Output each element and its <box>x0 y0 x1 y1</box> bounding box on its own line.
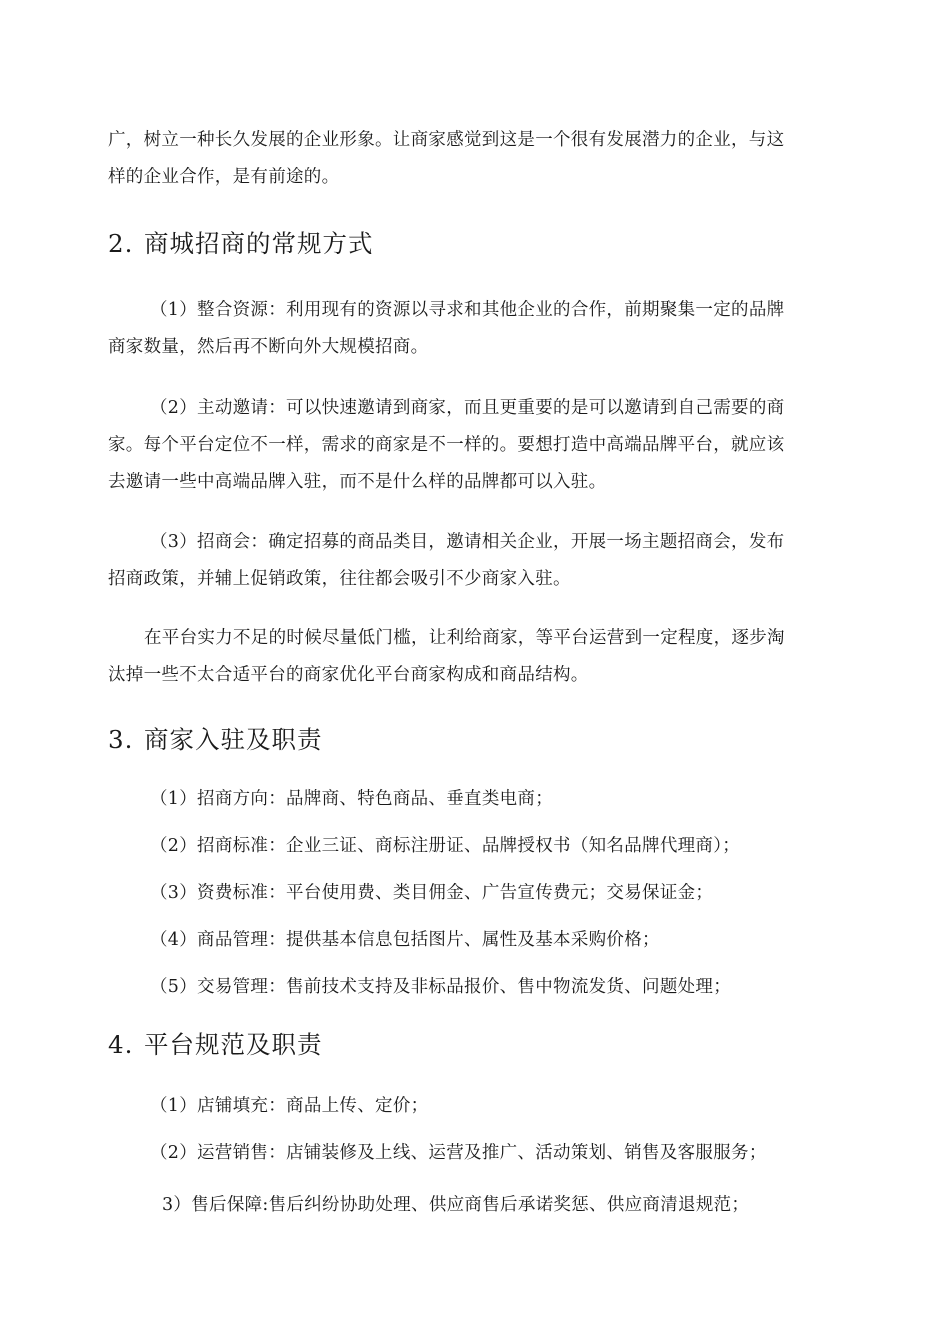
paragraph-active-invite <box>108 390 784 501</box>
text-line: （3）招商会：确定招募的商品类目，邀请相关企业，开展一场主题招商会，发布 <box>150 532 785 552</box>
section-title: 商家入驻及职责 <box>144 725 323 754</box>
section-title: 平台规范及职责 <box>144 1030 323 1059</box>
list-item: （1）店铺填充：商品上传、定价； <box>150 1096 429 1116</box>
section-heading-4 <box>108 1030 323 1060</box>
list-item: （5）交易管理：售前技术支持及非标品报价、售中物流发货、问题处理； <box>150 977 732 997</box>
text-line: 家。每个平台定位不一样，需求的商家是不一样的。要想打造中高端品牌平台，就应该 <box>108 435 785 455</box>
section-number: 2. <box>108 229 134 258</box>
paragraph-low-threshold <box>108 620 785 694</box>
text-line: 招商政策，并辅上促销政策，往往都会吸引不少商家入驻。 <box>108 569 571 589</box>
text-line: 广，树立一种长久发展的企业形象。让商家感觉到这是一个很有发展潜力的企业，与这 <box>108 130 785 150</box>
text-line: 样的企业合作，是有前途的。 <box>108 167 340 187</box>
text-line: 汰掉一些不太合适平台的商家优化平台商家构成和商品结构。 <box>108 665 589 685</box>
list-item: （4）商品管理：提供基本信息包括图片、属性及基本采购价格； <box>150 930 660 950</box>
list-item: 3）售后保障:售后纠纷协助处理、供应商售后承诺奖惩、供应商清退规范； <box>162 1195 750 1215</box>
paragraph-integrate-resources <box>108 292 784 366</box>
list-item: （2）运营销售：店铺装修及上线、运营及推广、活动策划、销售及客服服务； <box>150 1143 767 1163</box>
text-line: （2）主动邀请：可以快速邀请到商家，而且更重要的是可以邀请到自己需要的商 <box>150 398 785 418</box>
section-heading-3 <box>108 725 323 755</box>
text-line: （1）整合资源：利用现有的资源以寻求和其他企业的合作，前期聚集一定的品牌 <box>150 300 785 320</box>
text-line: 去邀请一些中高端品牌入驻，而不是什么样的品牌都可以入驻。 <box>108 472 607 492</box>
section-number: 3. <box>108 725 134 754</box>
paragraph-investment-fair <box>108 524 784 598</box>
text-line: 在平台实力不足的时候尽量低门槛，让利给商家，等平台运营到一定程度，逐步淘 <box>144 628 785 648</box>
intro-paragraph <box>108 122 784 196</box>
list-item: （3）资费标准：平台使用费、类目佣金、广告宣传费元；交易保证金； <box>150 883 714 903</box>
section-heading-2 <box>108 229 374 259</box>
text-line: 商家数量，然后再不断向外大规模招商。 <box>108 337 429 357</box>
section-title: 商城招商的常规方式 <box>144 229 374 258</box>
section-number: 4. <box>108 1030 134 1059</box>
list-item: （1）招商方向：品牌商、特色商品、垂直类电商； <box>150 789 554 809</box>
list-item: （2）招商标准：企业三证、商标注册证、品牌授权书（知名品牌代理商）； <box>150 836 741 856</box>
